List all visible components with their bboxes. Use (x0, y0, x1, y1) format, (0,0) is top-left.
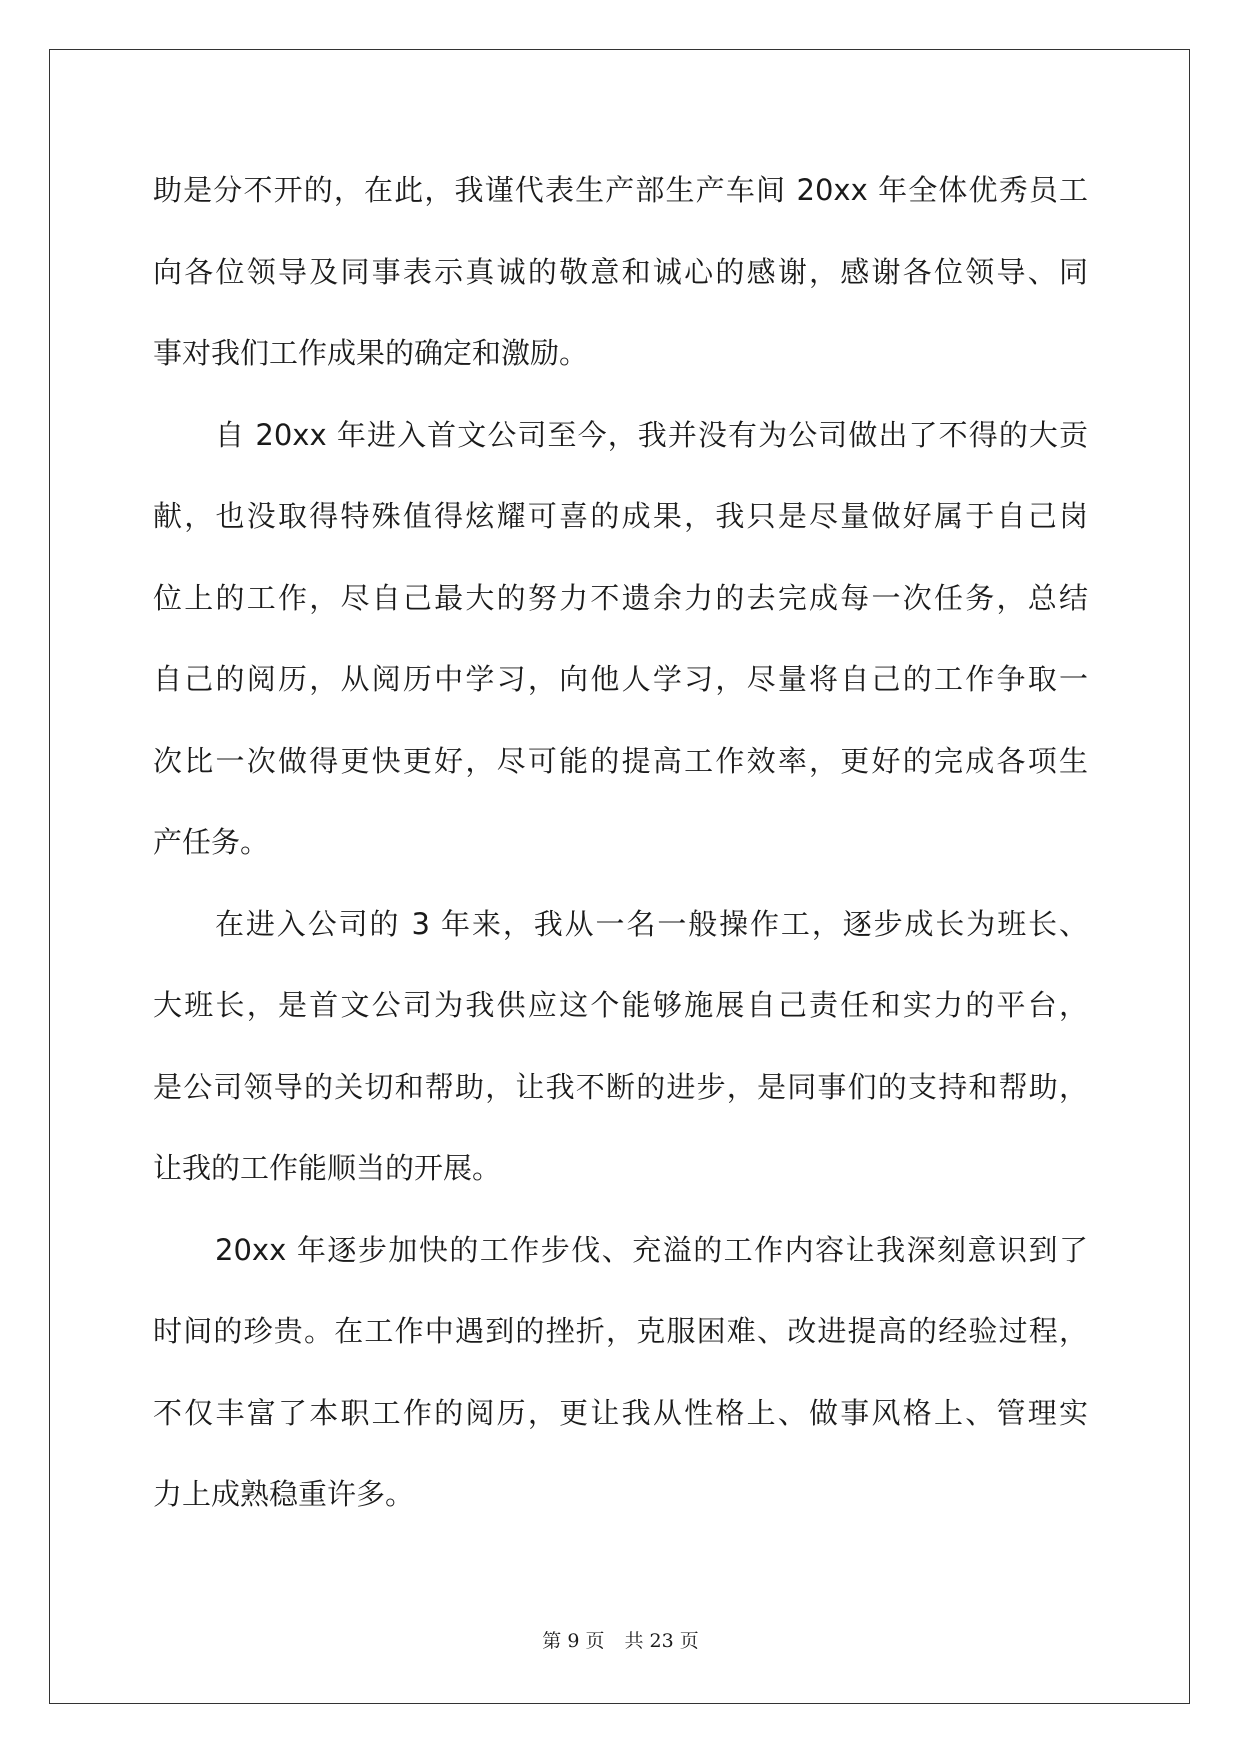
text-line: 时间的珍贵。在工作中遇到的挫折，克服困难、改进提高的经验过程， (153, 1314, 1088, 1348)
document-body (153, 160, 1088, 1546)
page-number-label: 第 9 页 (542, 1630, 605, 1652)
text-line: 向各位领导及同事表示真诚的敬意和诚心的感谢，感谢各位领导、同 (153, 254, 1088, 289)
text-line: 位上的工作，尽自己最大的努力不遗余力的去完成每一次任务，总结 (153, 580, 1088, 615)
text-line: 是公司领导的关切和帮助，让我不断的进步，是同事们的支持和帮助， (153, 1069, 1088, 1104)
text-line: 力上成熟稳重许多。 (153, 1477, 415, 1511)
text-line: 自 20xx 年进入首文公司至今，我并没有为公司做出了不得的大贡 (215, 417, 1088, 452)
text-line: 不仅丰富了本职工作的阅历，更让我从性格上、做事风格上、管理实 (153, 1395, 1088, 1430)
text-line: 20xx 年逐步加快的工作步伐、充溢的工作内容让我深刻意识到了 (215, 1232, 1088, 1267)
text-line: 大班长，是首文公司为我供应这个能够施展自己责任和实力的平台， (153, 988, 1088, 1022)
page-footer (0, 1626, 1241, 1653)
page-total-label: 共 23 页 (624, 1630, 699, 1652)
text-line: 次比一次做得更快更好，尽可能的提高工作效率，更好的完成各项生 (153, 743, 1088, 778)
text-line: 献，也没取得特殊值得炫耀可喜的成果，我只是尽量做好属于自己岗 (153, 499, 1088, 533)
text-line: 让我的工作能顺当的开展。 (153, 1151, 502, 1185)
text-line: 自己的阅历，从阅历中学习，向他人学习，尽量将自己的工作争取一 (153, 662, 1088, 696)
text-line: 在进入公司的 3 年来，我从一名一般操作工，逐步成长为班长、 (215, 906, 1088, 941)
text-line: 事对我们工作成果的确定和激励。 (153, 336, 589, 370)
text-line: 产任务。 (153, 825, 270, 859)
text-line: 助是分不开的，在此，我谨代表生产部生产车间 20xx 年全体优秀员工 (153, 173, 1088, 207)
